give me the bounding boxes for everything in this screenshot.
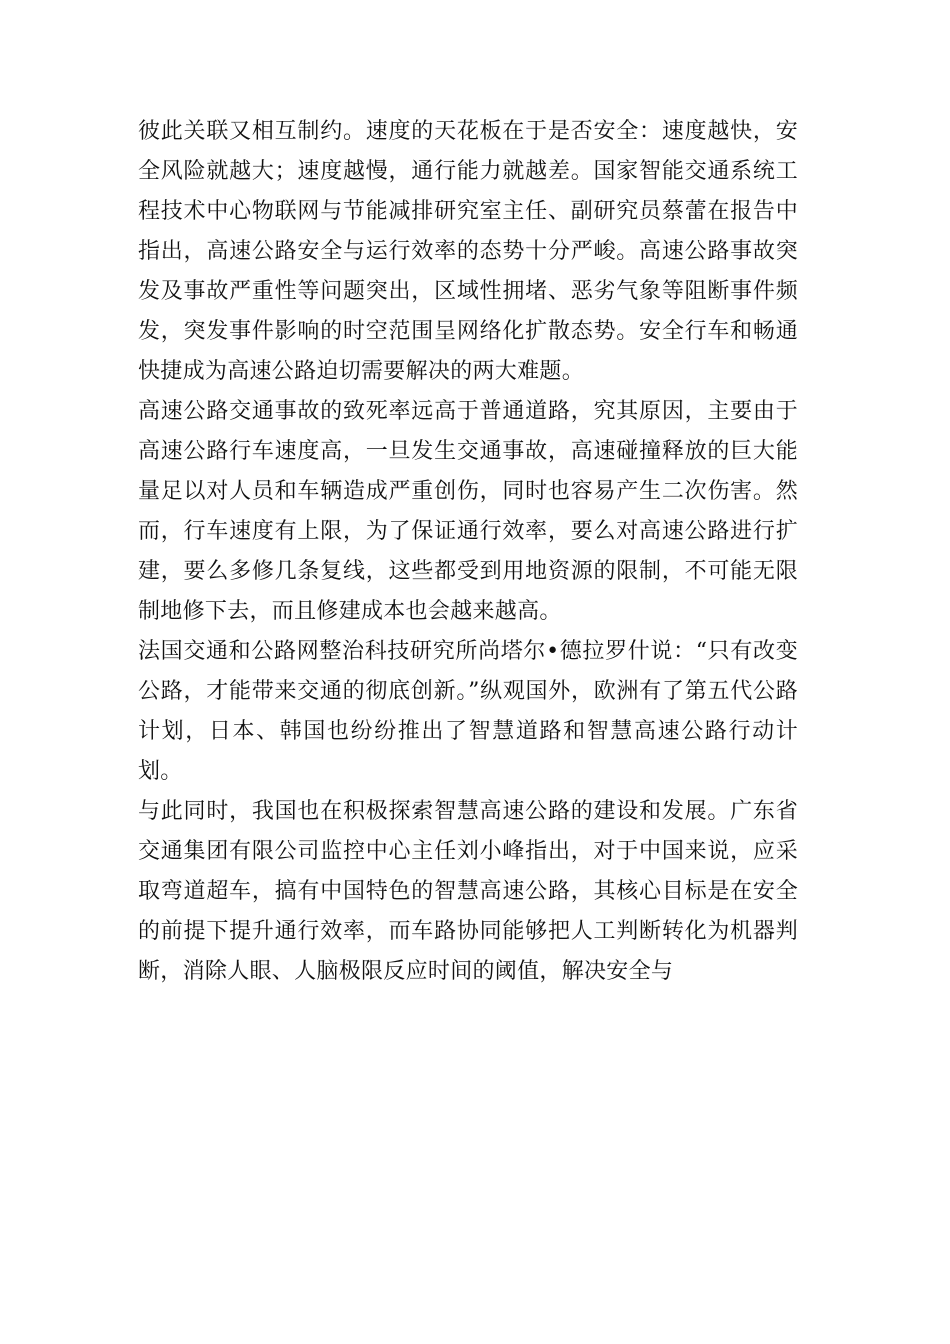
paragraph-4: 与此同时，我国也在积极探索智慧高速公路的建设和发展。广东省交通集团有限公司监控中心主任刘小峰指出，对于中国来说，应采取弯道超车，搞有中国特色的智慧高速公路，其核心目标是在安全的前提下提升通行效率，而车路协同能够把人工判断转化为机器判断，消除人眼、人脑极限反应时间的阈值，解决安全与 bbox=[138, 799, 798, 984]
paragraph-1: 彼此关联又相互制约。速度的天花板在于是否安全：速度越快，安全风险就越大；速度越慢，通行能力就越差。国家智能交通系统工程技术中心物联网与节能减排研究室主任、副研究员蔡蕾在报告中指出，高速公路安全与运行效率的态势十分严峻。高速公路事故突发及事故严重性等问题突出，区域性拥堵、恶劣气象等阻断事件频发，突发事件影响的时空范围呈网络化扩散态势。安全行车和畅通快捷成为高速公路迫切需要解决的两大难题。 bbox=[138, 119, 798, 384]
document-body bbox=[138, 112, 798, 992]
paragraph-3: 法国交通和公路网整治科技研究所尚塔尔•德拉罗什说：“只有改变公路，才能带来交通的彻底创新。”纵观国外，欧洲有了第五代公路计划，日本、韩国也纷纷推出了智慧道路和智慧高速公路行动计划。 bbox=[138, 639, 798, 784]
paragraph-2: 高速公路交通事故的致死率远高于普通道路，究其原因，主要由于高速公路行车速度高，一旦发生交通事故，高速碰撞释放的巨大能量足以对人员和车辆造成严重创伤，同时也容易产生二次伤害。然而，行车速度有上限，为了保证通行效率，要么对高速公路进行扩建，要么多修几条复线，这些都受到用地资源的限制，不可能无限制地修下去，而且修建成本也会越来越高。 bbox=[138, 399, 798, 624]
